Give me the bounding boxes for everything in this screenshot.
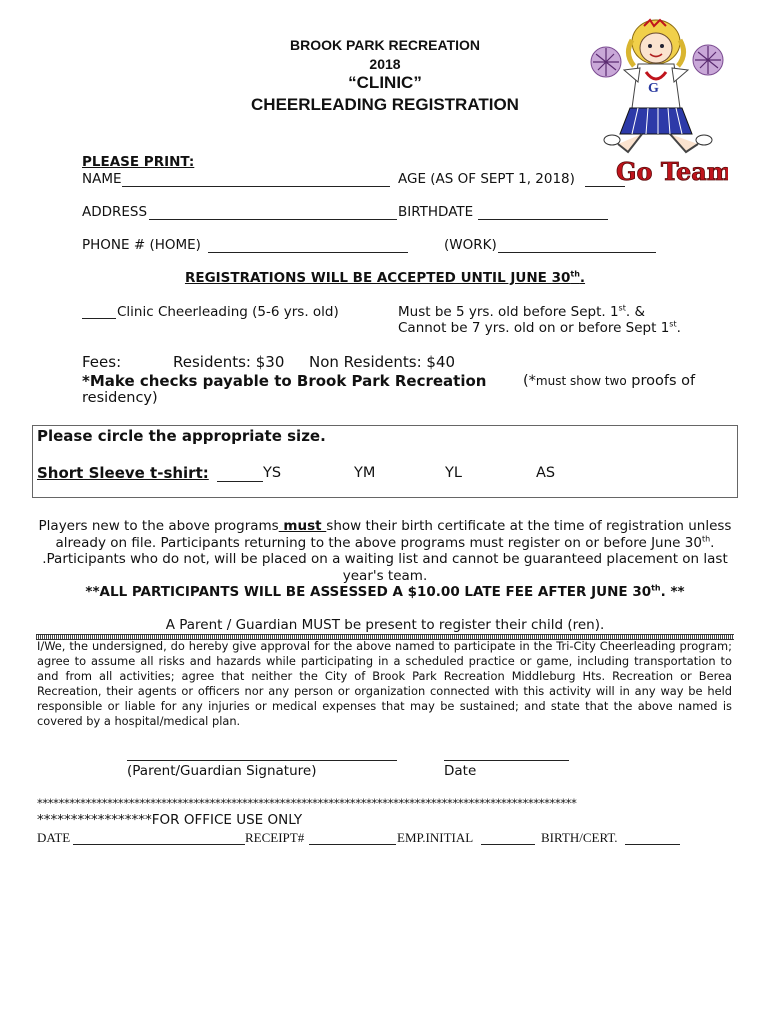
shirt-size-field[interactable] — [217, 481, 263, 482]
address-field[interactable] — [149, 219, 397, 220]
age-label: AGE (AS OF SEPT 1, 2018) — [398, 171, 575, 187]
late-fee-notice: **ALL PARTICIPANTS WILL BE ASSESSED A $10.00 LATE FEE AFTER JUNE 30th. ** — [85, 583, 685, 600]
signature-label: (Parent/Guardian Signature) — [127, 763, 317, 779]
office-use-label: *****************FOR OFFICE USE ONLY — [37, 812, 303, 828]
address-label: ADDRESS — [82, 204, 148, 220]
receipt-field[interactable] — [309, 844, 396, 845]
waiver-text: I/We, the undersigned, do hereby give approval for the above named to participate in the Tri-City Cheerleading program; agree to assume all risks and hazards while participating in a scheduled practice or game, including transportation to and from all activities; agree that neither the City of Brook Park Recreation Middleburg Hts. Recreation or Berea Recreation, their agents or officers nor any person or organization connected with this activity will in any way be held responsible or liable for any injuries or medical expenses that may be sustained; and state that the above named is covered by a hospital/medical plan. — [37, 639, 732, 728]
cheerleader-go-team-icon — [588, 12, 728, 192]
receipt-label: RECEIPT# — [245, 830, 305, 845]
fees-label: Fees: — [82, 353, 122, 371]
birth-cert-field[interactable] — [625, 844, 680, 845]
fee-non-residents: Non Residents: $40 — [309, 353, 456, 371]
office-stars: **************************************************************************************************** — [37, 796, 577, 810]
phone-home-field[interactable] — [208, 252, 408, 253]
phone-work-label: (WORK) — [444, 237, 497, 253]
clinic-title: “CLINIC” — [348, 73, 422, 92]
residency-text: residency) — [82, 390, 158, 406]
page-title: CHEERLEADING REGISTRATION — [251, 95, 519, 114]
emp-initial-label: EMP.INITIAL — [397, 830, 474, 845]
name-label: NAME — [82, 171, 122, 187]
birth-cert-label: BIRTH/CERT. — [541, 830, 618, 845]
clinic-check-field[interactable] — [82, 318, 116, 319]
shirt-label: Short Sleeve t-shirt: — [37, 464, 209, 482]
age-requirement-2: Cannot be 7 yrs. old on or before Sept 1st. — [398, 319, 681, 336]
date-field[interactable] — [444, 760, 569, 761]
svg-text:G: G — [648, 81, 659, 96]
birthdate-field[interactable] — [478, 219, 608, 220]
guardian-notice: A Parent / Guardian MUST be present to register their child (ren). — [165, 617, 605, 633]
age-requirement-1: Must be 5 yrs. old before Sept. 1st. & — [398, 303, 645, 320]
size-box-title: Please circle the appropriate size. — [37, 427, 326, 445]
size-option-ys[interactable]: YS — [263, 465, 282, 481]
size-option-as[interactable]: AS — [536, 465, 556, 481]
fee-residents: Residents: $30 — [173, 353, 285, 371]
emp-initial-field[interactable] — [481, 844, 535, 845]
signature-field[interactable] — [127, 760, 397, 761]
checks-payable-note: *Make checks payable to Brook Park Recreation — [82, 372, 487, 390]
birthdate-label: BIRTHDATE — [398, 204, 474, 220]
office-date-label: DATE — [37, 830, 71, 845]
size-option-ym[interactable]: YM — [354, 465, 376, 481]
phone-work-field[interactable] — [498, 252, 656, 253]
year: 2018 — [369, 56, 401, 72]
registration-deadline: REGISTRATIONS WILL BE ACCEPTED UNTIL JUNE 30th. — [184, 269, 586, 286]
proof-note: (*must show two proofs of — [523, 373, 696, 389]
name-field[interactable] — [122, 186, 390, 187]
age-field[interactable] — [585, 186, 625, 187]
clinic-option-label: Clinic Cheerleading (5-6 yrs. old) — [117, 304, 339, 320]
size-option-yl[interactable]: YL — [445, 465, 462, 481]
org-name: BROOK PARK RECREATION — [289, 37, 481, 53]
date-label: Date — [444, 763, 477, 779]
birth-cert-notice: Players new to the above programs must show their birth certificate at the time of registration unless already on file. Participants returning to the above programs must register on or before June 30th. .Participants who do not, will be placed on a waiting list and cannot be guaranteed placement on last year's team. — [38, 518, 732, 584]
please-print-label: PLEASE PRINT: — [82, 154, 195, 170]
svg-text:Go Team: Go Team — [616, 157, 728, 186]
phone-home-label: PHONE # (HOME) — [82, 237, 201, 253]
office-date-field[interactable] — [73, 844, 245, 845]
